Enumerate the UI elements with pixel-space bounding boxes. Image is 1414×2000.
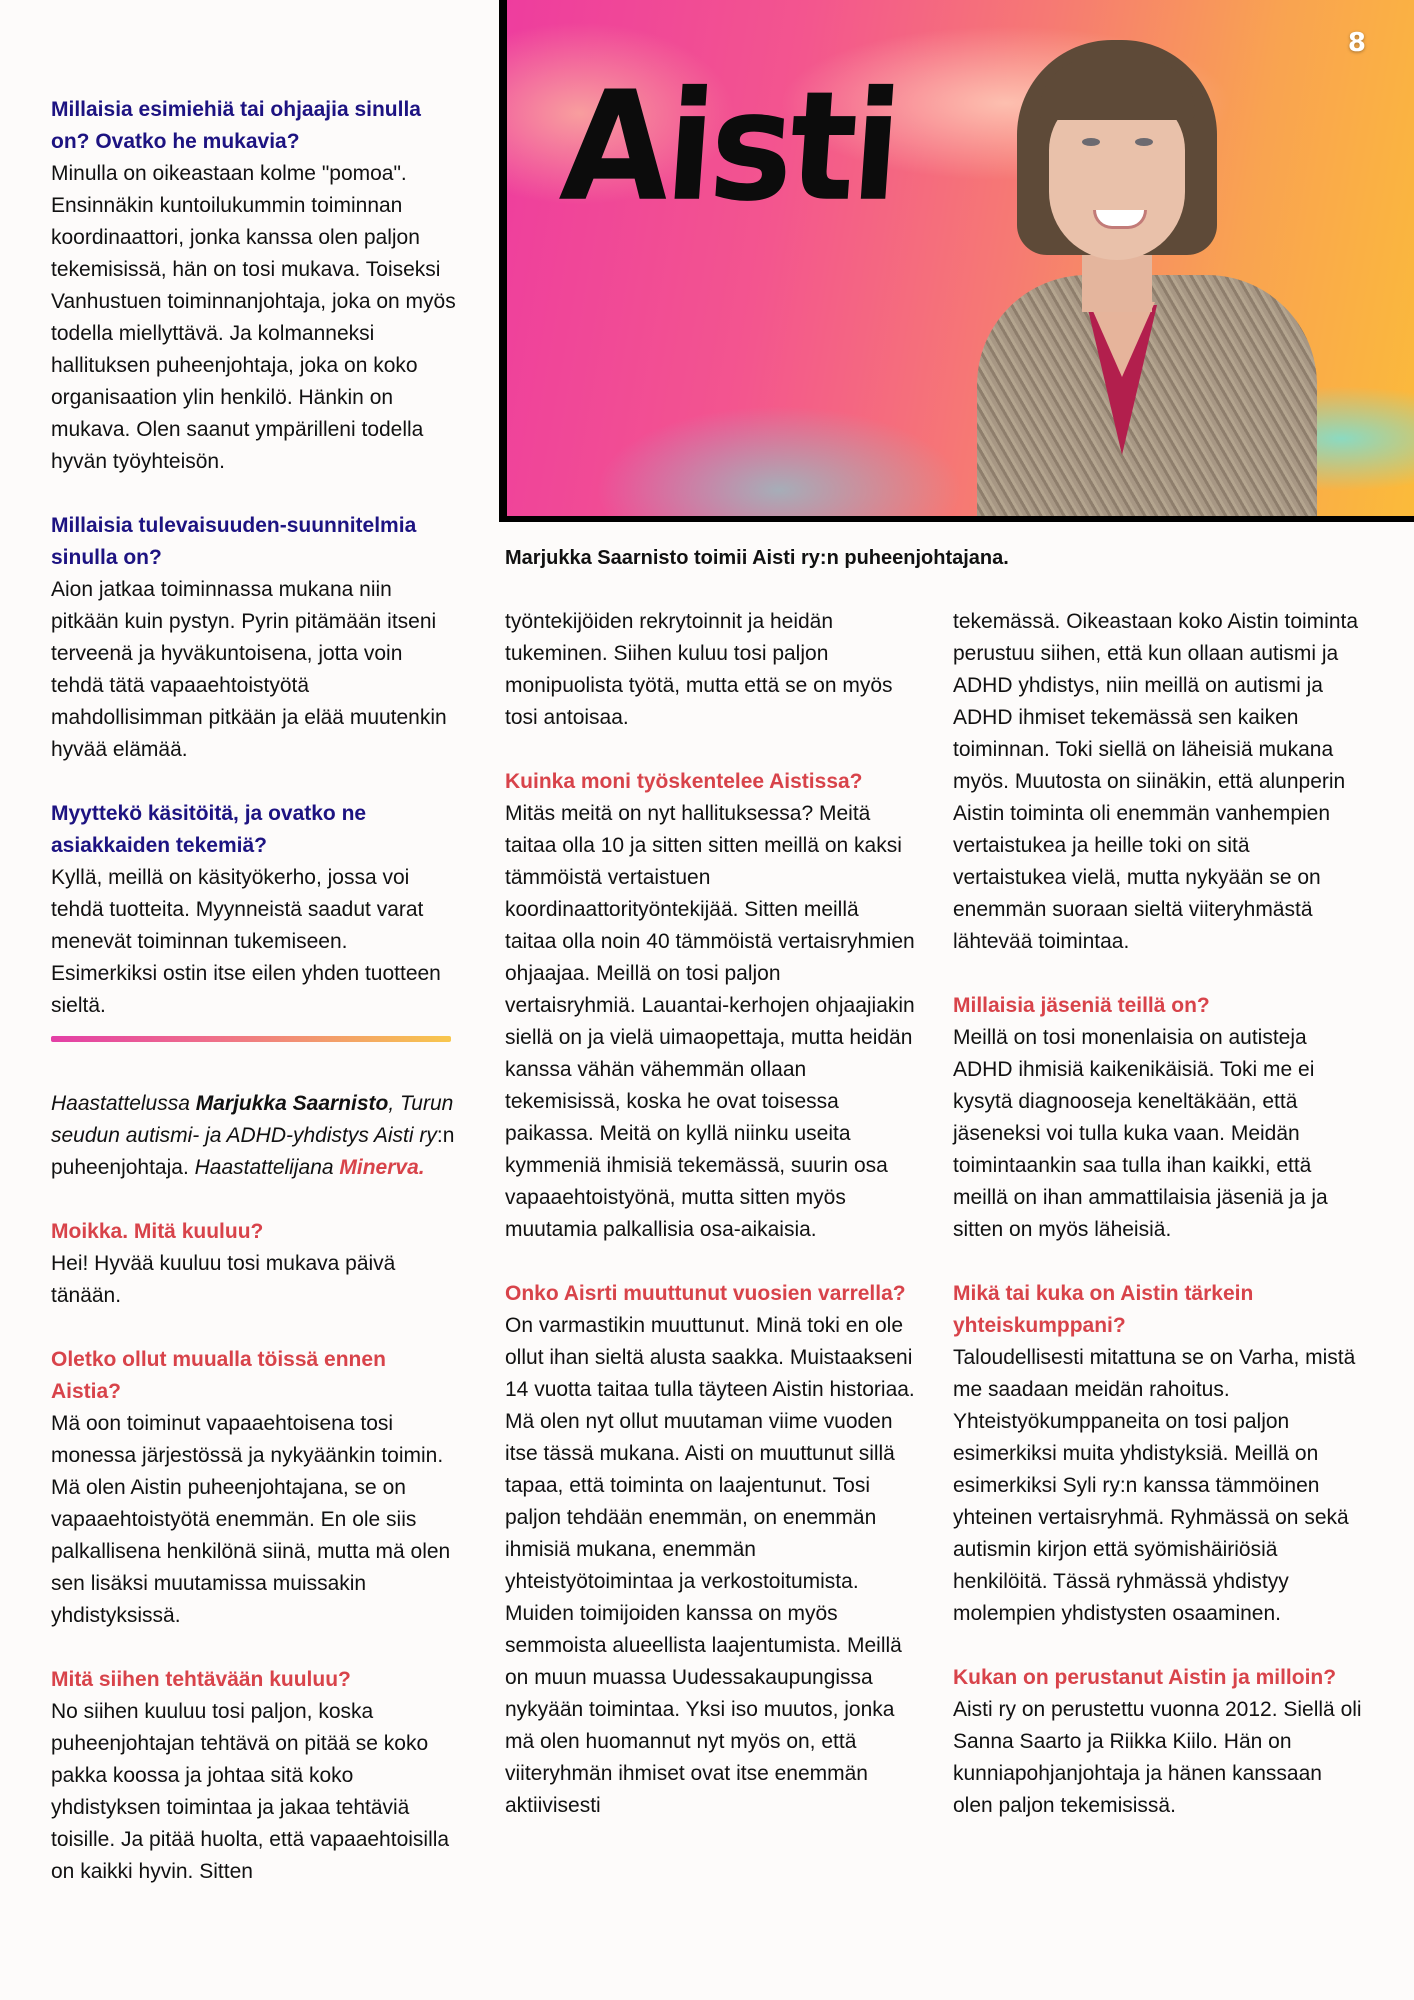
qa-section [505, 766, 915, 1246]
question-heading: Moikka. Mitä kuuluu? [51, 1220, 264, 1243]
question-heading: Oletko ollut muualla töissä ennen Aistia? [51, 1348, 386, 1403]
question-heading: Mitä siihen tehtävään kuuluu? [51, 1668, 351, 1691]
qa-section [51, 1344, 456, 1632]
question-heading: Millaisia tulevaisuuden-suunnitelmia sinulla on? [51, 514, 417, 569]
qa-section [51, 798, 456, 1022]
answer-text: Mitäs meitä on nyt hallituksessa? Meitä taitaa olla 10 ja sitten sitten meillä on kaksi tämmöistä vertaistuen koordinaattorityöntekijää. Sitten meillä taitaa olla noin 40 tämmöistä vertaisryhmien ohjaajaa. Meillä on tosi paljon vertaisryhmiä. Lauantai-kerhojen ohjaajiakin siellä on ja vielä uimaopettaja, mutta heidän kanssa vähän vähemmän ollaan tekemisissä, koska he ovat toisessa paikassa. Meitä on kyllä niinku useita kymmeniä ihmisiä tekemässä, suurin osa vapaaehtoistyönä, mutta sitten myös muutamia palkallisia osa-aikaisia. [505, 802, 915, 1241]
question-heading: Kukan on perustanut Aistin ja milloin? [953, 1666, 1337, 1689]
colorful-background [507, 0, 1414, 516]
portrait-photo [977, 40, 1414, 516]
qa-section [51, 1664, 456, 1888]
answer-text: Aion jatkaa toiminnassa mukana niin pitkään kuin pystyn. Pyrin pitämään itseni terveenä ja hyväkuntoisena, jotta voin tehdä tätä vapaaehtoistyötä mahdollisimman pitkään ja elää muutenkin hyvää elämää. [51, 578, 447, 761]
qa-section [953, 990, 1363, 1246]
qa-section [51, 94, 456, 478]
answer-text: On varmastikin muuttunut. Minä toki en ole ollut ihan sieltä alusta saakka. Muistaakseni 14 vuotta taitaa tulla täyteen Aistin historiaa. Mä olen nyt ollut muutaman viime vuoden itse tässä mukana. Aisti on muuttunut sillä tapaa, että toiminta on laajentunut. Tosi paljon tehdään enemmän, on enemmän ihmisiä mukana, enemmän yhteistyötoimintaa ja verkostoitumista. Muiden toimijoiden kanssa on myös semmoista alueellista laajentumista. Meillä on muun muassa Uudessakaupungissa nykyään toimintaa. Yksi iso muutos, jonka mä olen huomannut nyt myös on, että viiteryhmän ihmiset ovat itse enemmän aktiivisesti [505, 1314, 915, 1817]
neck [1082, 252, 1152, 312]
answer-text: Hei! Hyvää kuuluu tosi mukava päivä tänään. [51, 1252, 396, 1307]
question-heading: Millaisia esimiehiä tai ohjaajia sinulla on? Ovatko he mukavia? [51, 98, 421, 153]
interview-intro [51, 1088, 456, 1184]
question-heading: Millaisia jäseniä teillä on? [953, 994, 1210, 1017]
page-number: 8 [1347, 28, 1366, 58]
continued-text: tekemässä. Oikeastaan koko Aistin toiminta perustuu siihen, että kun ollaan autismi ja ADHD yhdistys, niin meillä on autismi ja ADHD ihmiset tekemässä sen kaiken toiminnan. Toki siellä on läheisiä mukana myös. Muutosta on siinäkin, että alunperin Aistin toiminta oli enemmän vanhempien vertaistukea ja heille toki on sitä vertaistukea vielä, mutta nykyään se on enemmän suoraan sieltä viiteryhmästä lähtevää toimintaa. [953, 610, 1359, 953]
gradient-divider [51, 1036, 451, 1042]
middle-column [505, 606, 915, 1822]
photo-caption: Marjukka Saarnisto toimii Aisti ry:n puheenjohtajana. [505, 547, 1009, 569]
interviewee-name: Marjukka Saarnisto [195, 1092, 389, 1115]
continued-text: työntekijöiden rekrytoinnit ja heidän tukeminen. Siihen kuluu tosi paljon monipuolista työtä, mutta että se on myös tosi antoisaa. [505, 610, 893, 729]
right-column [953, 606, 1363, 1822]
answer-text: Kyllä, meillä on käsityökerho, jossa voi tehdä tuotteita. Myynneistä saadut varat menevät toiminnan tukemiseen. Esimerkiksi ostin itse eilen yhden tuotteen sieltä. [51, 866, 441, 1017]
question-heading: Onko Aisrti muuttunut vuosien varrella? [505, 1282, 906, 1305]
qa-section [505, 1278, 915, 1822]
left-column [51, 94, 456, 1888]
qa-section [953, 1662, 1363, 1822]
answer-text: No siihen kuuluu tosi paljon, koska puheenjohtajan tehtävä on pitää se koko pakka koossa ja johtaa sitä koko yhdistyksen toimintaa ja jakaa tehtäviä toisille. Ja pitää huolta, että vapaaehtoisilla on kaikki hyvin. Sitten [51, 1700, 450, 1883]
question-heading: Mikä tai kuka on Aistin tärkein yhteiskumppani? [953, 1282, 1254, 1337]
answer-text: Aisti ry on perustettu vuonna 2012. Siellä oli Sanna Saarto ja Riikka Kiilo. Hän on kunniapohjanjohtaja ja hänen kanssaan olen paljon tekemisissä. [953, 1698, 1362, 1817]
intro-organization: , Turun seudun autismi- ja ADHD-yhdistys Aisti ry [51, 1092, 454, 1147]
eye [1135, 138, 1153, 146]
interviewer-name: Minerva [339, 1156, 419, 1179]
question-heading: Myyttekö käsitöitä, ja ovatko ne asiakkaiden tekemiä? [51, 802, 367, 857]
question-heading: Kuinka moni työskentelee Aistissa? [505, 770, 863, 793]
intro-end: . [418, 1156, 425, 1179]
eye [1082, 138, 1100, 146]
intro-suffix: :n puheenjohtaja. [51, 1124, 455, 1179]
answer-text: Meillä on tosi monenlaisia on autisteja ADHD ihmisiä kaikenikäisiä. Toki me ei kysytä diagnooseja keneltäkään, että jäseneksi voi tulla kuka vaan. Meidän toimintaankin saa tulla ihan kaikki, että meillä on ihan ammattilaisia jäseniä ja ja sitten on myös läheisiä. [953, 1026, 1328, 1241]
answer-text: Taloudellisesti mitattuna se on Varha, mistä me saadaan meidän rahoitus. Yhteistyökumppaneita on tosi paljon esimerkiksi muita yhdistyksiä. Meillä on esimerkiksi Syli ry:n kanssa tämmöinen yhteinen vertaisryhmä. Ryhmässä on sekä autismin kirjon että syömishäiriösiä henkilöitä. Tässä ryhmässä yhdistyy molempien yhdistysten osaaminen. [953, 1346, 1356, 1625]
bangs [1039, 58, 1195, 120]
aisti-logo: Aisti [555, 59, 903, 236]
intro-prefix: Haastattelussa [51, 1092, 196, 1115]
answer-text: Mä oon toiminut vapaaehtoisena tosi monessa järjestössä ja nykyäänkin toimin. Mä olen Aistin puheenjohtajana, se on vapaaehtoistyötä enemmän. En ole siis palkallisena henkilönä siinä, mutta mä olen sen lisäksi muutamissa muissakin yhdistyksissä. [51, 1412, 451, 1627]
answer-text: Minulla on oikeastaan kolme "pomoa". Ensinnäkin kuntoilukummin toiminnan koordinaattori, jonka kanssa olen paljon tekemisissä, hän on tosi mukava. Toiseksi Vanhustuen toiminnanjohtaja, joka on myös todella miellyttävä. Ja kolmanneksi hallituksen puheenjohtaja, joka on koko organisaation ylin henkilö. Hänkin on mukava. Olen saanut ympärilleni todella hyvän työyhteisön. [51, 162, 456, 473]
qa-section [953, 1278, 1363, 1630]
qa-section [51, 1216, 456, 1312]
interviewer-prefix: Haastattelijana [188, 1156, 340, 1179]
qa-section [51, 510, 456, 766]
hero-image [499, 0, 1414, 522]
